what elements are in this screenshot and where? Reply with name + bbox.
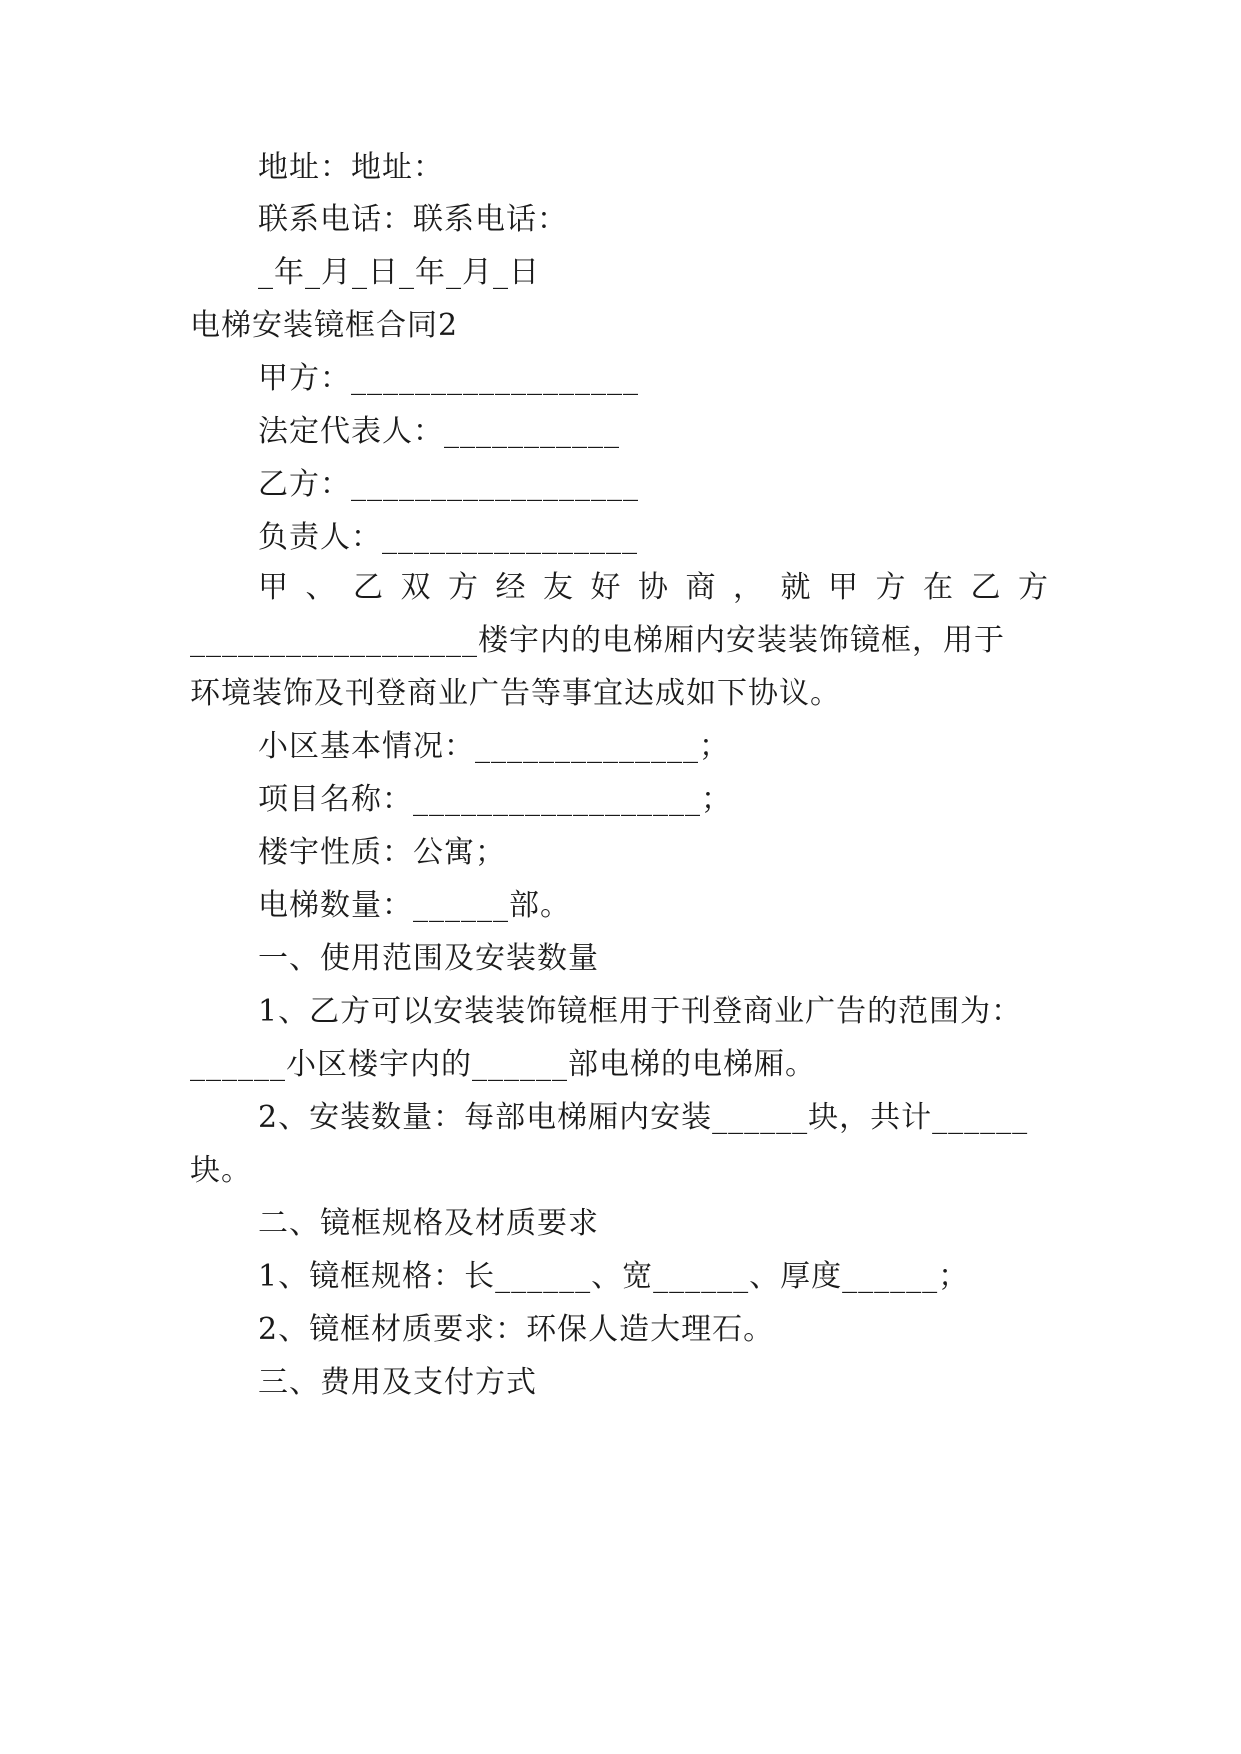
elevator-count-line: 电梯数量：______部。: [258, 888, 571, 923]
responsible-person-line: 负责人：________________: [258, 520, 638, 555]
agreement-char: 商: [685, 570, 716, 605]
clause-1-2-line-2: 块。: [190, 1153, 252, 1188]
agreement-char: 方: [448, 570, 478, 605]
party-b-line: 乙方：__________________: [258, 467, 639, 502]
agreement-char: 方: [1018, 570, 1048, 605]
agreement-char: 在: [923, 570, 953, 605]
agreement-paragraph-line-2: __________________楼宇内的电梯厢内安装装饰镜框，用于: [190, 623, 1005, 658]
agreement-char: 方: [875, 570, 906, 605]
community-info-line: 小区基本情况：______________；: [258, 729, 730, 764]
address-line: 地址：地址：: [258, 150, 444, 185]
agreement-char: 乙: [353, 570, 383, 605]
clause-2-2-line: 2、镜框材质要求：环保人造大理石。: [258, 1312, 775, 1347]
agreement-char: 协: [638, 570, 668, 605]
phone-line: 联系电话：联系电话：: [258, 202, 568, 237]
agreement-char: 双: [400, 570, 431, 605]
agreement-char: 友: [543, 570, 573, 605]
agreement-char: 好: [590, 570, 621, 605]
project-name-line: 项目名称：__________________；: [258, 782, 732, 817]
legal-representative-line: 法定代表人：___________: [258, 414, 620, 449]
building-type-line: 楼宇性质：公寓；: [258, 835, 506, 870]
clause-2-1-line: 1、镜框规格：长______、宽______、厚度______；: [258, 1259, 970, 1294]
section-3-heading: 三、费用及支付方式: [258, 1365, 537, 1400]
agreement-char: ，: [733, 570, 763, 605]
party-a-line: 甲方：__________________: [258, 361, 639, 396]
clause-1-1-line-1: 1、乙方可以安装装饰镜框用于刊登商业广告的范围为：: [258, 994, 1023, 1029]
agreement-char: 甲: [828, 570, 858, 605]
section-2-heading: 二、镜框规格及材质要求: [258, 1206, 599, 1241]
section-1-heading: 一、使用范围及安装数量: [258, 941, 599, 976]
date-line: _年_月_日_年_月_日: [258, 255, 540, 290]
agreement-char: 、: [305, 570, 336, 605]
agreement-char: 就: [780, 570, 811, 605]
agreement-char: 经: [495, 570, 526, 605]
agreement-paragraph-line-1: [258, 568, 1048, 608]
clause-1-2-line-1: 2、安装数量：每部电梯厢内安装______块，共计______: [258, 1100, 1029, 1135]
agreement-paragraph-line-3: 环境装饰及刊登商业广告等事宜达成如下协议。: [190, 676, 841, 711]
clause-1-1-line-2: ______小区楼宇内的______部电梯的电梯厢。: [190, 1047, 816, 1082]
agreement-char: 甲: [258, 570, 288, 605]
agreement-char: 乙: [970, 570, 1001, 605]
contract-title: 电梯安装镜框合同2: [190, 308, 459, 343]
